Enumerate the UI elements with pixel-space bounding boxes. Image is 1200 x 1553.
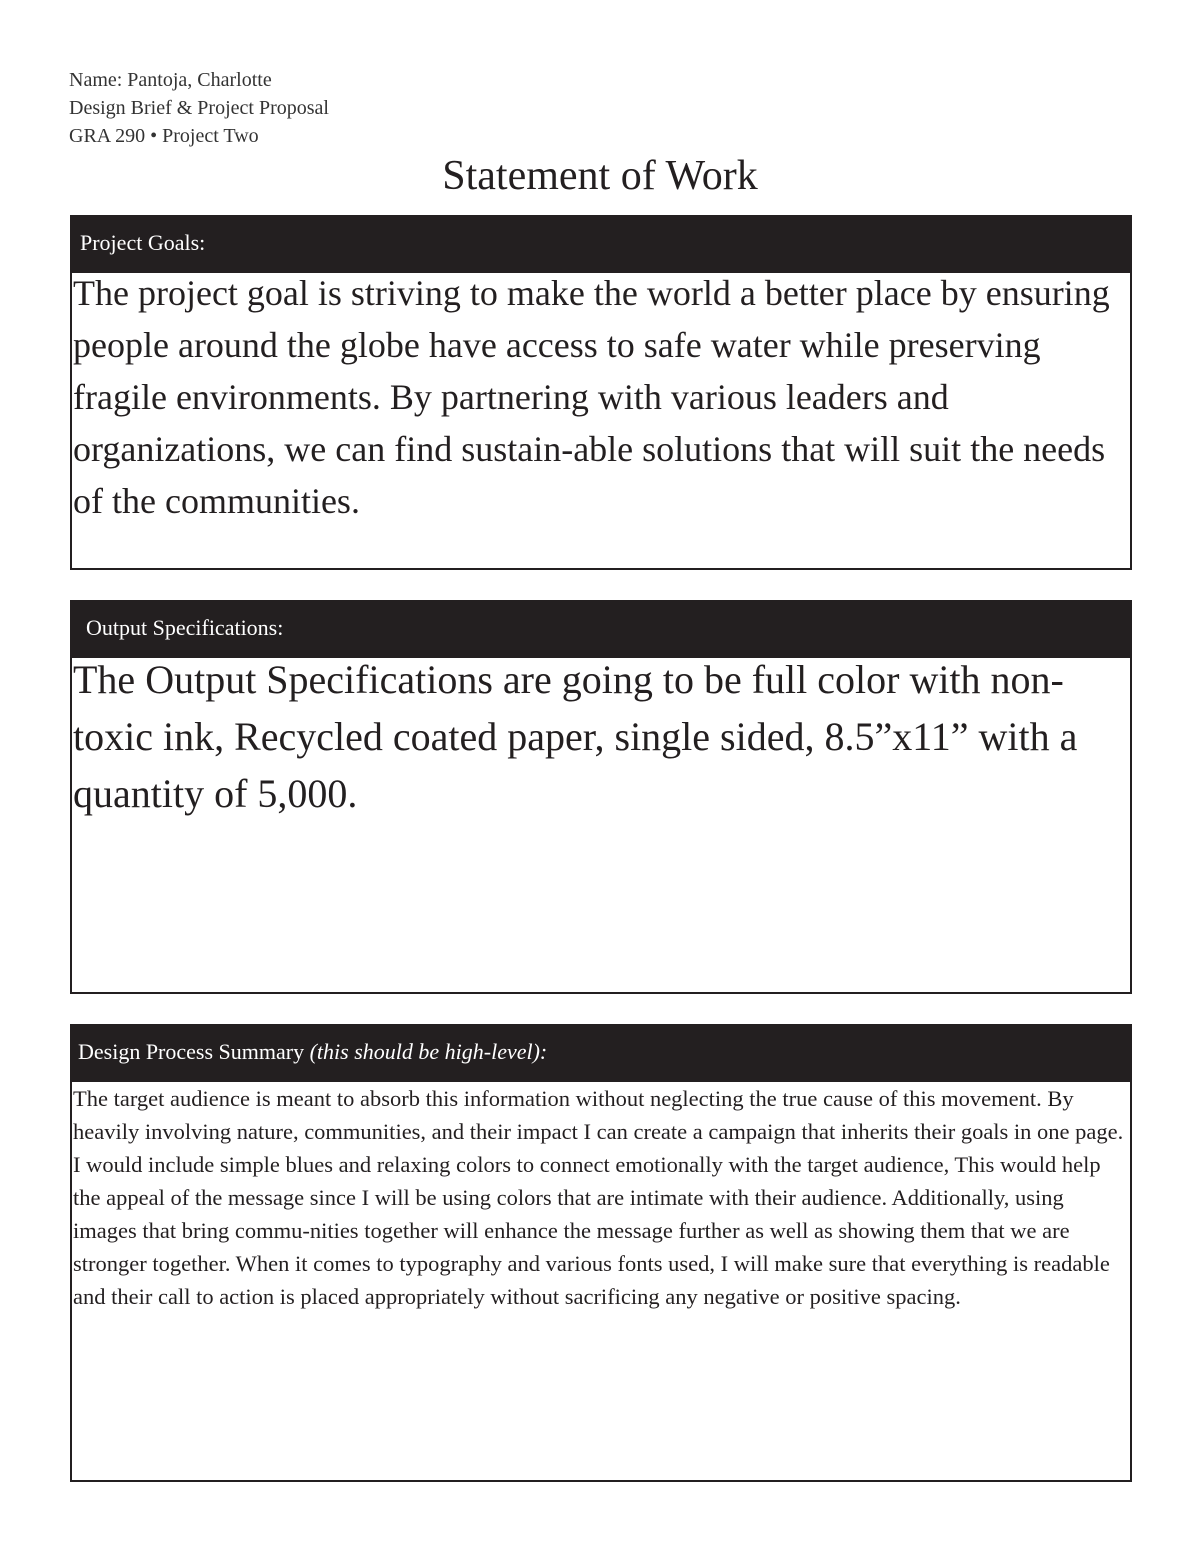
project-goals-label: Project Goals: <box>80 230 206 255</box>
design-process-text: The target audience is meant to absorb this information without neglecting the true cause of this movement. By heavily involving nature, communities, and their impact I can create a campaign that inherits their goals in one page. I would include simple blues and relaxing colors to connect emotionally with the target audience, This would help the appeal of the message since I will be using colors that are intimate with their audience. Additionally, using images that bring commu-nities together will enhance the message further as well as showing them that we are stronger together. When it comes to typography and various fonts used, I will make sure that everything is readable and their call to action is placed appropriately without sacrificing any negative or positive spacing. <box>73 1086 1124 1309</box>
output-specifications-header <box>70 600 1132 656</box>
design-process-section <box>70 1024 1132 1482</box>
design-process-box <box>70 1080 1132 1482</box>
page-title: Statement of Work <box>442 153 758 199</box>
design-process-label: Design Process Summary <box>78 1039 305 1064</box>
output-specifications-box <box>70 656 1132 994</box>
output-specifications-section <box>70 600 1132 994</box>
project-goals-header <box>70 215 1132 271</box>
project-goals-section <box>70 215 1132 570</box>
project-goals-text: The project goal is striving to make the world a better place by ensuring people around the globe have access to safe water while preserving fragile environments. By partnering with various leaders and organizations, we can find sustain-able solutions that will suit the needs of the communities. <box>73 273 1110 521</box>
output-specifications-label: Output Specifications: <box>86 615 284 640</box>
document-header <box>69 66 329 150</box>
student-name: Name: Pantoja, Charlotte <box>69 69 272 91</box>
project-goals-box <box>70 271 1132 570</box>
output-specifications-text: The Output Specifications are going to be full color with non-toxic ink, Recycled coated paper, single sided, 8.5”x11” with a quantity of 5,000. <box>73 657 1078 816</box>
design-process-header <box>70 1024 1132 1080</box>
course-info: GRA 290 • Project Two <box>69 125 259 147</box>
document-subtitle: Design Brief & Project Proposal <box>69 97 329 119</box>
design-process-label-note: (this should be high-level): <box>309 1039 548 1064</box>
